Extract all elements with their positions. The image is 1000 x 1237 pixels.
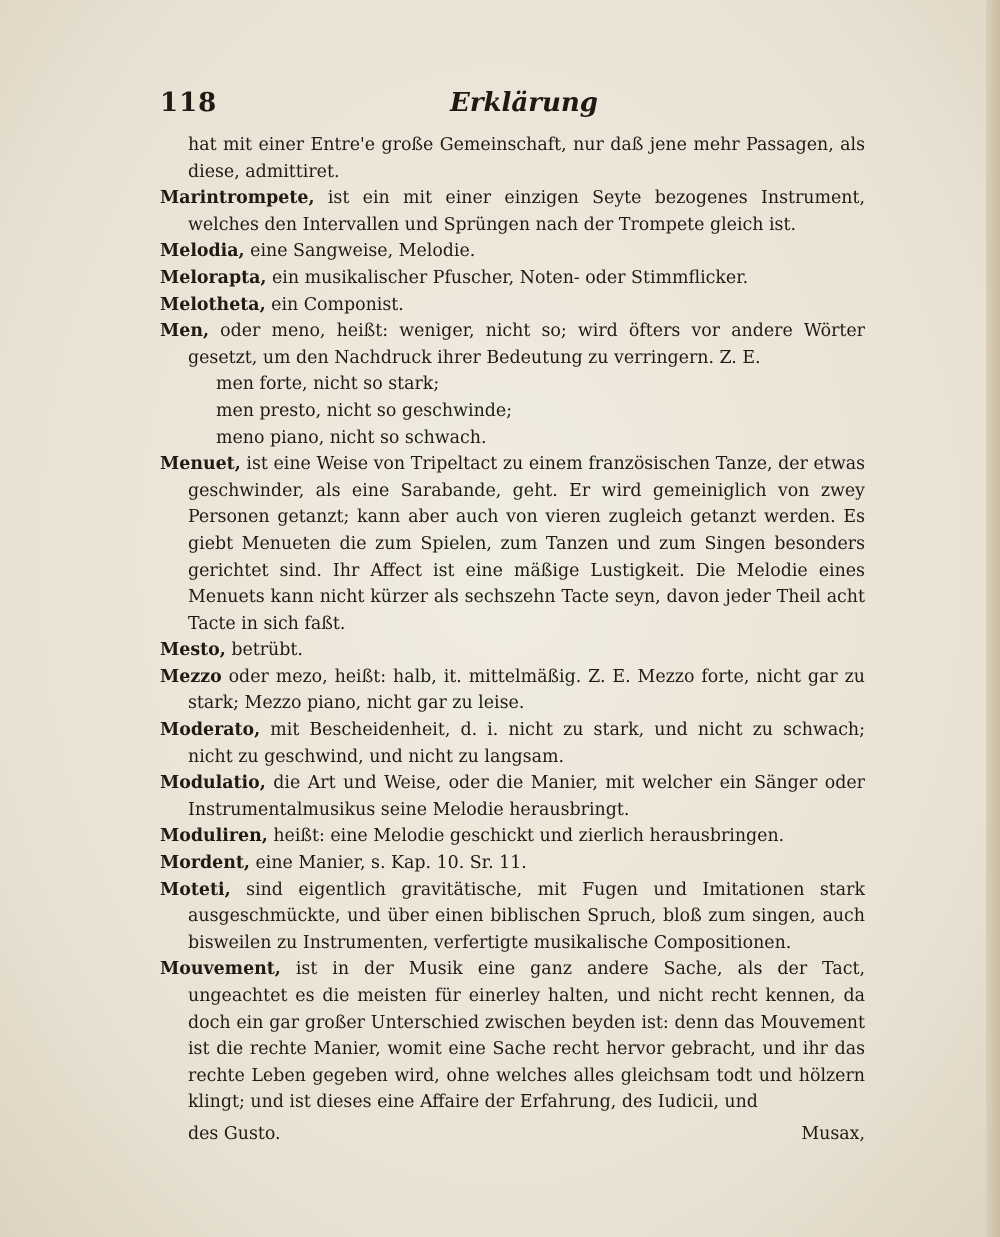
entry-melotheta bbox=[160, 292, 865, 319]
entry-text: oder meno, heißt: weniger, nicht so; wird öfters vor andere Wörter gesetzt, um den Nachdruck ihrer Bedeutung zu verringern. Z. E. bbox=[188, 321, 865, 368]
entry-term: Men, bbox=[160, 321, 210, 342]
last-line: des Gusto. bbox=[188, 1124, 281, 1144]
entry-term: Moderato, bbox=[160, 720, 261, 741]
entry-text: ist eine Weise von Tripeltact zu einem französischen Tanze, der etwas geschwinder, als eine Sarabande, geht. Er wird gemeiniglich von zwey Personen getanzt; kann aber auch von vieren zugleich getanzt werden. Es giebt Menueten die zum Spielen, zum Tanzen und zum Singen besonders gerichtet sind. Ihr Affect ist eine mäßige Lustigkeit. Die Melodie eines Menuets kann nicht kürzer als sechszehn Tacte seyn, davon jeder Theil acht Tacte in sich faßt. bbox=[188, 454, 865, 634]
entry-text: betrübt. bbox=[225, 640, 303, 661]
entry-mouvement bbox=[160, 956, 865, 1116]
entry-term: Mezzo bbox=[160, 666, 222, 687]
entry-text: eine Manier, s. Kap. 10. Sr. 11. bbox=[249, 853, 527, 874]
entry-term: Melorapta, bbox=[160, 267, 267, 288]
example-line: men forte, nicht so stark; bbox=[216, 374, 440, 395]
running-title: Erklärung bbox=[450, 88, 598, 118]
entry-term: Mordent, bbox=[160, 853, 250, 874]
entry-text: ist ein mit einer einzigen Seyte bezogenes Instrument, welches den Intervallen und Sprüngen nach der Trompete gleich ist. bbox=[188, 188, 865, 235]
page-number: 118 bbox=[160, 88, 218, 118]
entry-term: Moduliren, bbox=[160, 826, 268, 847]
entry-text: sind eigentlich gravitätische, mit Fugen und Imitationen stark ausgeschmückte, und über einen biblischen Spruch, bloß zum singen, auch bisweilen zu Instrumenten, verfertigte musikalische Compositionen. bbox=[188, 879, 865, 953]
entry-term: Mesto, bbox=[160, 640, 226, 661]
entry-moteti bbox=[160, 877, 865, 957]
entry-marintrompete bbox=[160, 185, 865, 238]
entry-text: ist in der Musik eine ganz andere Sache, als der Tact, ungeachtet es die meisten für einerley halten, und nicht recht kennen, da doch ein gar großer Unterschied zwischen beyden ist: denn das Mouvement ist die rechte Manier, womit eine Sache recht hervor gebracht, und ihr das rechte Leben gegeben wird, ohne welches alles gleichsam todt und hölzern klingt; und ist dieses eine Affaire der Erfahrung, des Iudicii, und bbox=[188, 959, 865, 1113]
page-footer bbox=[160, 1124, 865, 1152]
example-line: meno piano, nicht so schwach. bbox=[216, 427, 487, 448]
entry-text: eine Sangweise, Melodie. bbox=[244, 241, 476, 262]
entry-text: ein musikalischer Pfuscher, Noten- oder Stimmflicker. bbox=[266, 267, 749, 288]
example-line: men presto, nicht so geschwinde; bbox=[216, 400, 513, 421]
entry-melorapta bbox=[160, 265, 865, 292]
entry-modulatio bbox=[160, 770, 865, 823]
entry-mordent bbox=[160, 850, 865, 877]
entry-text: oder mezo, heißt: halb, it. mittelmäßig. Z. E. Mezzo forte, nicht gar zu stark; Mezzo piano, nicht gar zu leise. bbox=[188, 666, 865, 714]
page-edge bbox=[986, 0, 1000, 1237]
entry-term: Marintrompete, bbox=[160, 188, 315, 209]
entry-text: heißt: eine Melodie geschickt und zierlich herausbringen. bbox=[267, 826, 785, 847]
entry-text: mit Bescheidenheit, d. i. nicht zu stark, und nicht zu schwach; nicht zu geschwind, und nicht zu langsam. bbox=[188, 720, 865, 767]
entry-term: Mouvement, bbox=[160, 959, 281, 980]
entry-mesto bbox=[160, 637, 865, 664]
entry-text: die Art und Weise, oder die Manier, mit welcher ein Sänger oder Instrumentalmusikus seine Melodie herausbringt. bbox=[188, 773, 865, 820]
entry-melodia bbox=[160, 238, 865, 265]
intro-paragraph: hat mit einer Entre'e große Gemeinschaft, nur daß jene mehr Passagen, als diese, admittiret. bbox=[188, 135, 865, 182]
entry-term: Melotheta, bbox=[160, 294, 266, 315]
entry-term: Melodia, bbox=[160, 241, 245, 262]
entry-term: Moteti, bbox=[160, 879, 231, 900]
entry-term: Menuet, bbox=[160, 454, 241, 475]
entry-mezzo bbox=[160, 664, 865, 717]
page-body bbox=[160, 132, 865, 1116]
page-header bbox=[160, 88, 860, 122]
entry-menuet bbox=[160, 451, 865, 637]
entry-men bbox=[160, 318, 865, 371]
entry-moduliren bbox=[160, 823, 865, 850]
entry-term: Modulatio, bbox=[160, 773, 266, 794]
entry-moderato bbox=[160, 717, 865, 770]
catchword: Musax, bbox=[801, 1124, 865, 1144]
entry-text: ein Componist. bbox=[265, 294, 404, 315]
